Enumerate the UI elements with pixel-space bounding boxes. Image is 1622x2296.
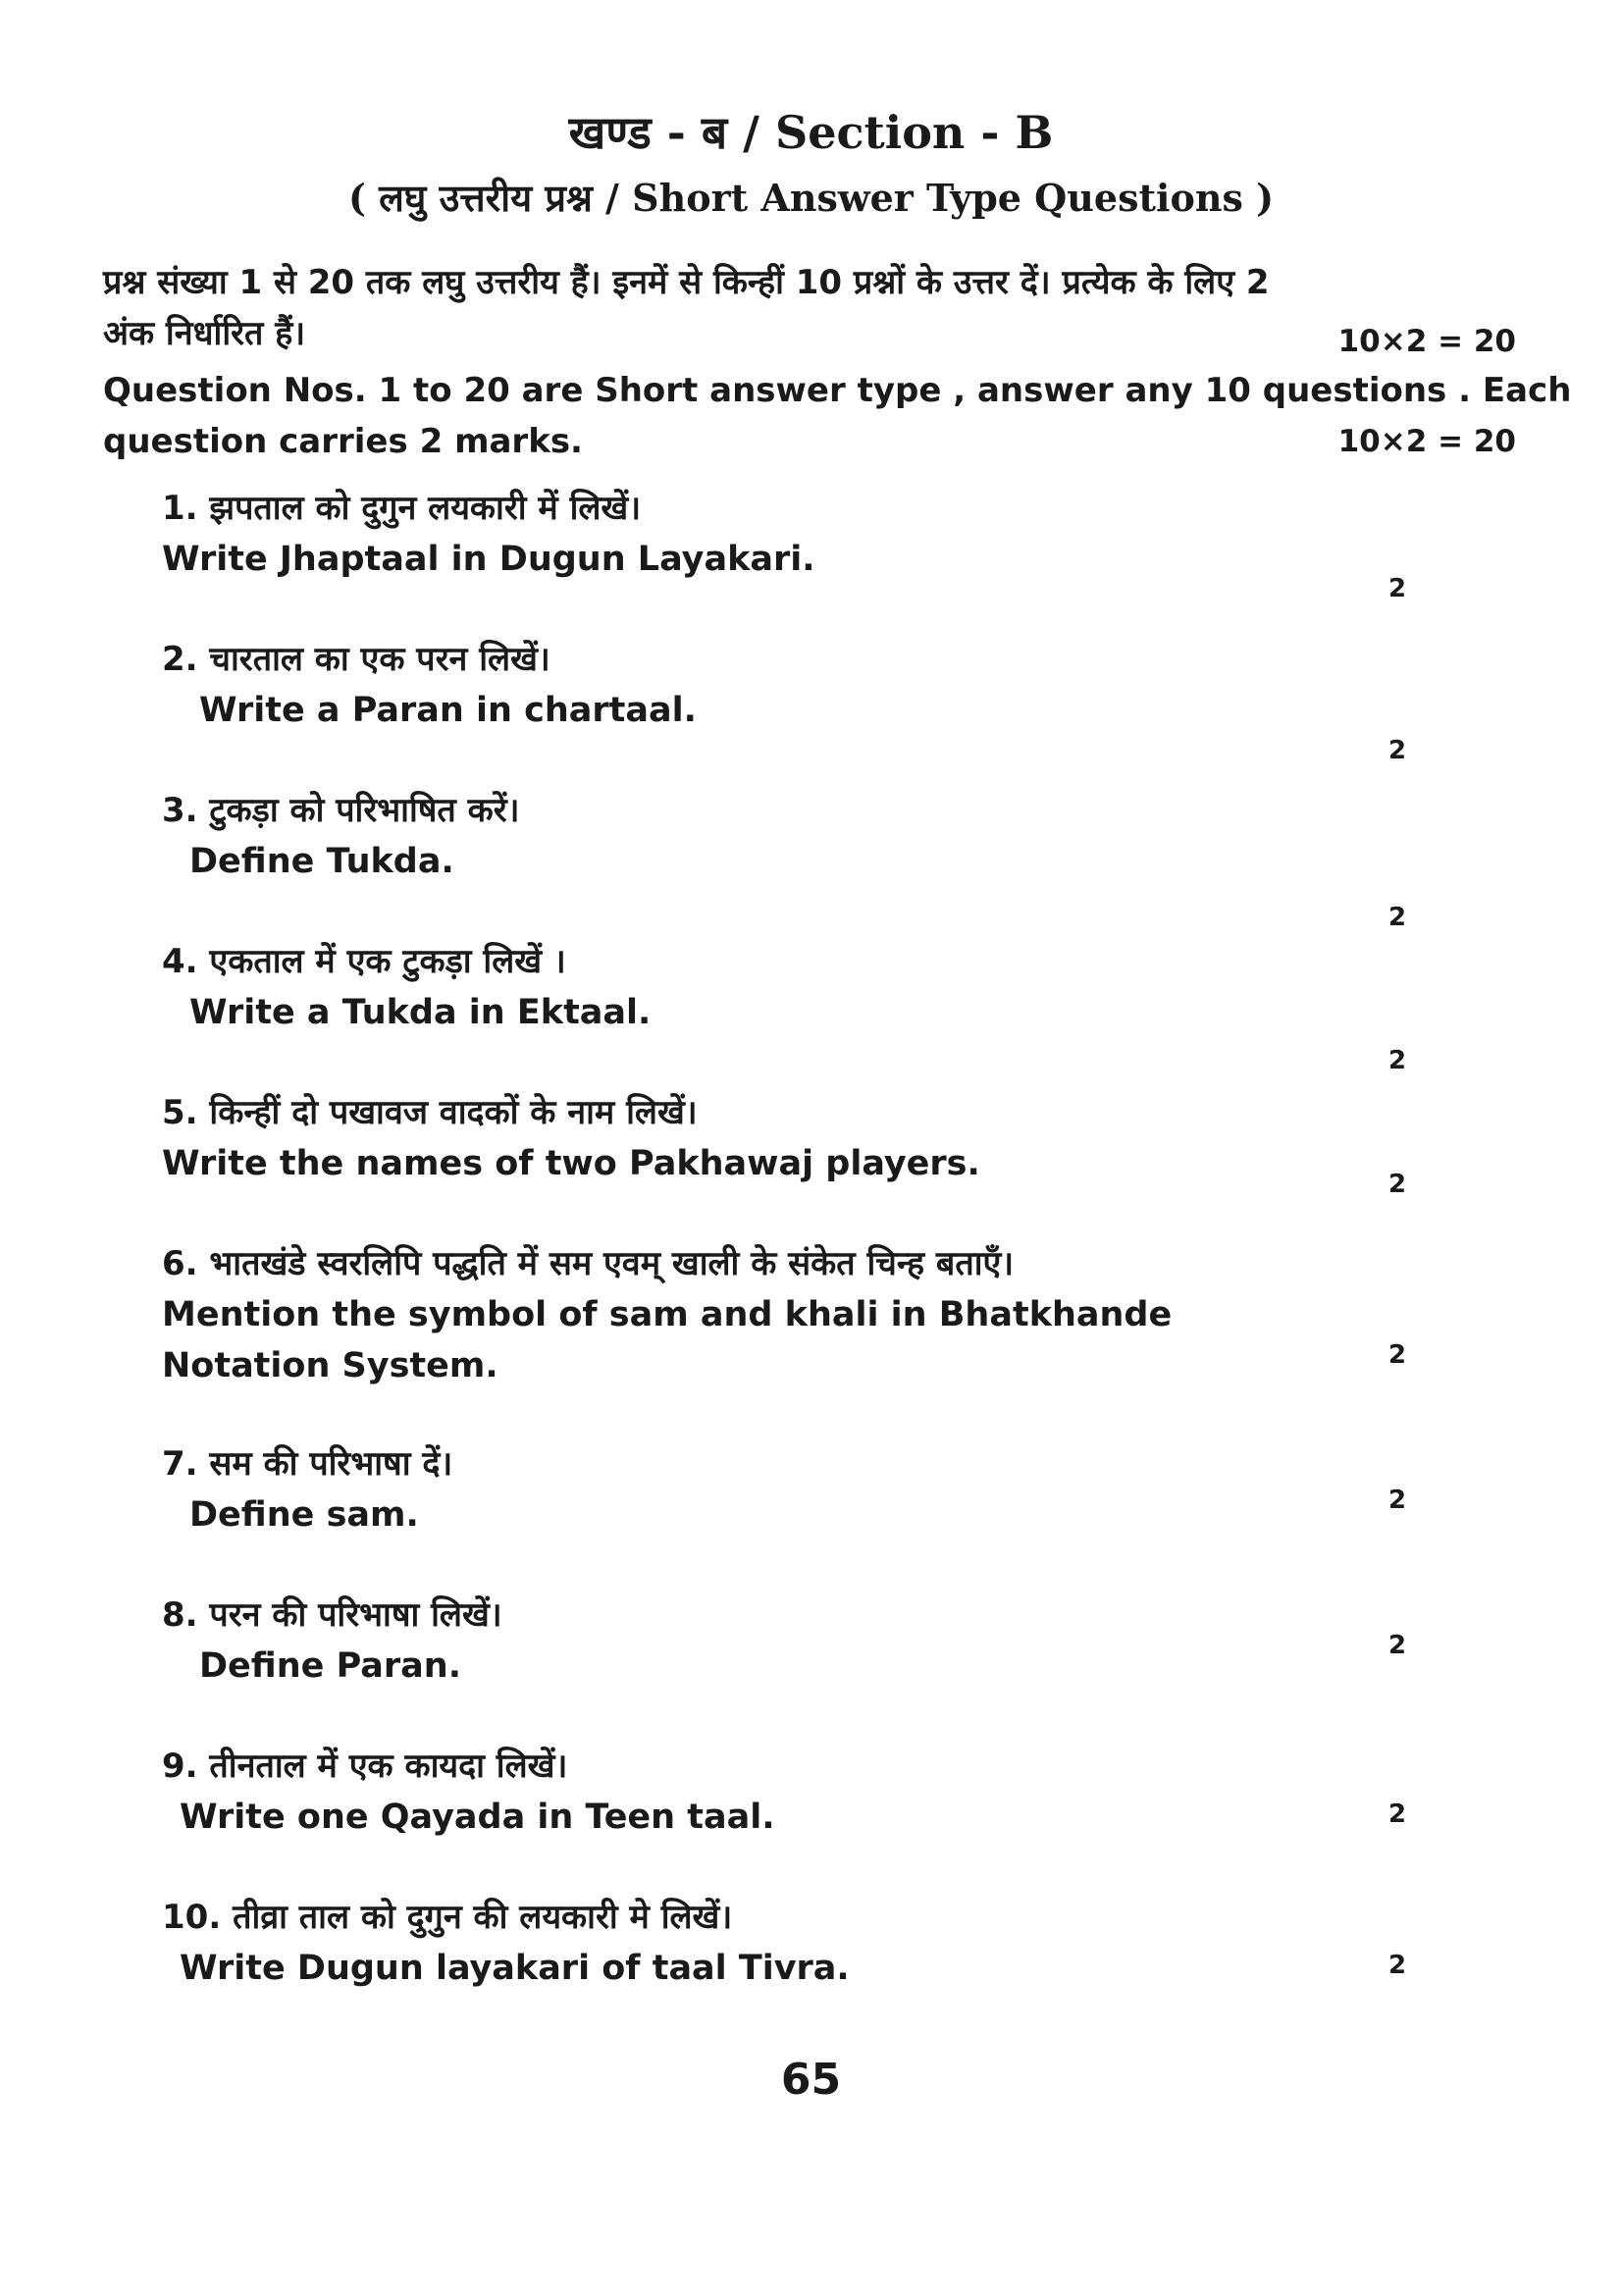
section-title: खण्ड - ब / Section - B	[568, 106, 1054, 159]
question-9-hindi: 9. तीनताल में एक कायदा लिखें।	[162, 1747, 568, 1786]
question-7-english: Define sam.	[189, 1495, 419, 1535]
page-number: 65	[780, 2055, 842, 2105]
question-9	[162, 1741, 1438, 1843]
question-3	[162, 785, 1438, 887]
question-1-english: Write Jhaptaal in Dugun Layakari.	[162, 540, 815, 579]
question-3-marks: 2	[1388, 903, 1407, 932]
instructions-hindi-line-1: प्रश्न संख्या 1 से 20 तक लघु उत्तरीय हैं। इनमें से किन्हीं 10 प्रश्नों के उत्तर दें। प्रत्येक के लिए 2	[103, 263, 1270, 302]
question-2	[162, 634, 1438, 736]
question-3-english: Define Tukda.	[189, 842, 454, 881]
question-6-english: Mention the symbol of sam and khali in Bhatkhande	[162, 1295, 1173, 1334]
question-6-english-continued: Notation System.	[162, 1346, 498, 1385]
question-5-marks: 2	[1388, 1170, 1407, 1199]
question-6	[162, 1238, 1438, 1391]
question-6-marks: 2	[1388, 1340, 1407, 1370]
question-5-hindi: 5. किन्हीं दो पखावज वादकों के नाम लिखें।	[162, 1093, 698, 1132]
question-7-hindi: 7. सम की परिभाषा दें।	[162, 1444, 453, 1484]
question-4-hindi: 4. एकताल में एक टुकड़ा लिखें ।	[162, 942, 566, 981]
question-3-hindi: 3. टुकड़ा को परिभाषित करें।	[162, 791, 520, 830]
question-4-english: Write a Tukda in Ektaal.	[189, 993, 652, 1032]
instructions-hindi-line-2: अंक निर्धारित हैं।	[103, 314, 306, 353]
question-9-marks: 2	[1388, 1800, 1407, 1829]
section-subtitle: ( लघु उत्तरीय प्रश्न / Short Answer Type Questions )	[347, 176, 1275, 220]
question-10	[162, 1892, 1438, 1994]
question-10-english: Write Dugun layakari of taal Tivra.	[180, 1949, 850, 1988]
question-8-marks: 2	[1388, 1631, 1407, 1660]
question-10-marks: 2	[1388, 1951, 1407, 1980]
question-9-english: Write one Qayada in Teen taal.	[180, 1798, 775, 1837]
question-1	[162, 483, 1438, 585]
instructions-hindi	[103, 257, 1516, 359]
instructions-hindi-marks: 10×2 = 20	[1337, 324, 1516, 359]
question-10-hindi: 10. तीव्रा ताल को दुगुन की लयकारी मे लिखें।	[162, 1898, 733, 1937]
question-5	[162, 1087, 1438, 1189]
question-7-marks: 2	[1388, 1486, 1407, 1515]
instructions-english	[103, 365, 1572, 467]
question-4-marks: 2	[1388, 1046, 1407, 1075]
question-1-hindi: 1. झपताल को दुगुन लयकारी में लिखें।	[162, 489, 642, 528]
question-5-english: Write the names of two Pakhawaj players.	[162, 1144, 980, 1183]
question-2-marks: 2	[1388, 736, 1407, 765]
question-6-hindi: 6. भातखंडे स्वरलिपि पद्धति में सम एवम् खाली के संकेत चिन्ह बताएँ।	[162, 1244, 1015, 1283]
question-8-hindi: 8. परन की परिभाषा लिखें।	[162, 1595, 502, 1635]
question-2-hindi: 2. चारताल का एक परन लिखें।	[162, 640, 550, 679]
question-8	[162, 1590, 1438, 1692]
instructions-english-line-2: question carries 2 marks.	[103, 422, 583, 461]
question-7	[162, 1438, 1438, 1540]
question-8-english: Define Paran.	[199, 1646, 461, 1686]
instructions-english-marks: 10×2 = 20	[1337, 424, 1516, 459]
question-4	[162, 936, 1438, 1038]
question-1-marks: 2	[1388, 574, 1407, 603]
instructions-english-line-1: Question Nos. 1 to 20 are Short answer type , answer any 10 questions . Each	[103, 371, 1572, 410]
question-2-english: Write a Paran in chartaal.	[199, 691, 697, 730]
